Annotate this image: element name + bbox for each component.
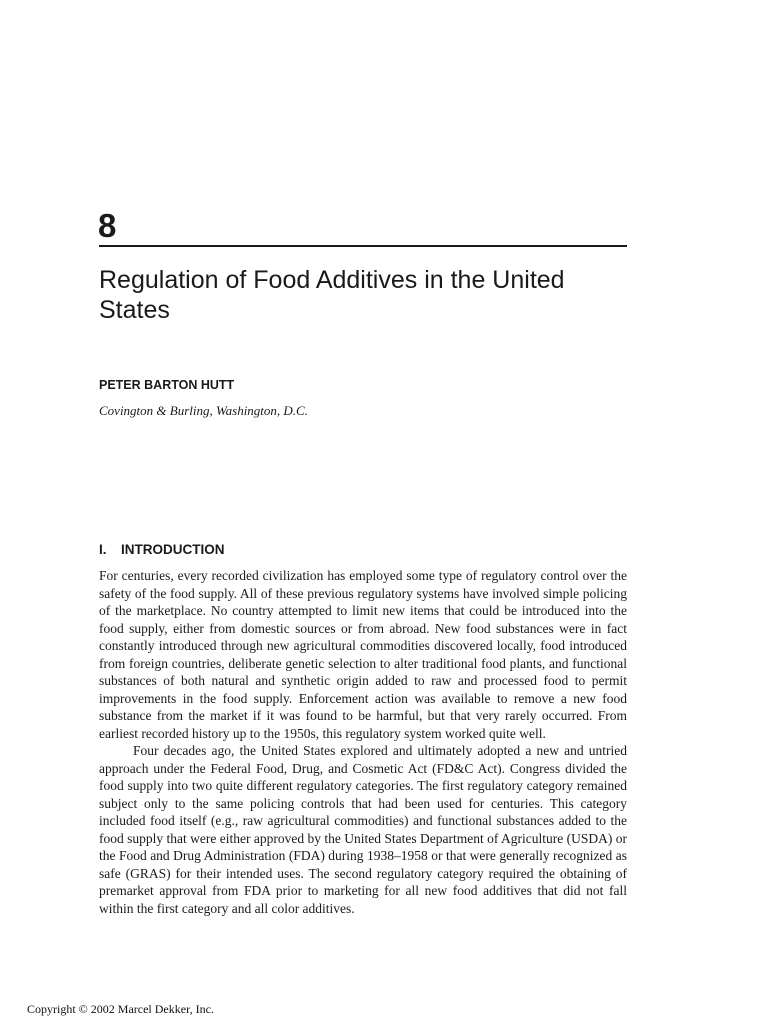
chapter-title-rule <box>99 245 627 247</box>
body-text <box>99 567 627 917</box>
chapter-number: 8 <box>98 207 117 244</box>
paragraph: Four decades ago, the United States explored and ultimately adopted a new and untried approach under the Federal Food, Drug, and Cosmetic Act (FD&C Act). Congress divided the food supply into two quite different regulatory categories. The first regulatory category remained subject only to the same policing controls that had been used for centuries. This category included food itself (e.g., raw agricultural commodities) and functional substances added to the food supply that were either approved by the United States Department of Agriculture (USDA) or the Food and Drug Administration (FDA) during 1938–1958 or that were generally recognized as safe (GRAS) for their intended uses. The second regulatory category required the obtaining of premarket approval from FDA prior to marketing for all new food additives that did not fall within the first category and all color additives. <box>99 743 627 916</box>
section-heading <box>99 541 225 558</box>
copyright-notice: Copyright © 2002 Marcel Dekker, Inc. <box>27 1002 214 1016</box>
section-number: I. <box>99 542 107 557</box>
section-heading-text: INTRODUCTION <box>121 542 225 557</box>
author-affiliation: Covington & Burling, Washington, D.C. <box>99 403 308 418</box>
paragraph: For centuries, every recorded civilization has employed some type of regulatory control over the safety of the food supply. All of these previous regulatory systems have involved simple policing of the marketplace. No country attempted to limit new items that could be introduced into the food supply, either from domestic sources or from abroad. New food substances were in fact constantly introduced through new agricultural commodities discovered locally, food introduced from foreign countries, deliberate genetic selection to alter traditional food plants, and functional substances of both natural and synthetic origin added to raw and processed food to permit improvements in the food supply. Enforcement action was available to remove a new food substance from the market if it was found to be harmful, but that very rarely occurred. From earliest recorded history up to the 1950s, this regulatory system worked quite well. <box>99 568 627 741</box>
chapter-title: Regulation of Food Additives in the United States <box>99 266 565 324</box>
author-name: PETER BARTON HUTT <box>99 378 235 392</box>
